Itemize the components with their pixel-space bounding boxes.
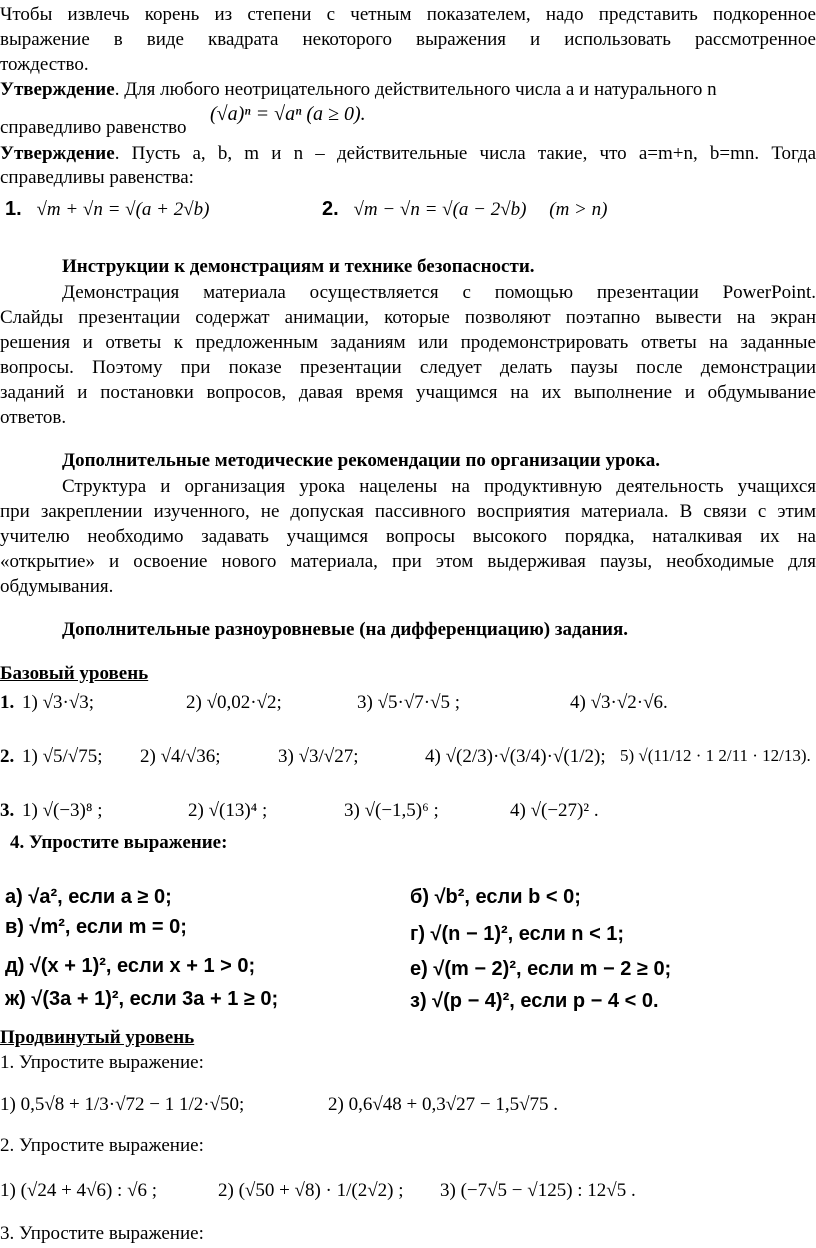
statement-1-text-2: справедливо равенство — [0, 117, 187, 138]
task-4-item-g: г) √(n − 1)², если n < 1; — [410, 923, 625, 945]
task-3-item-4: 4) √(−27)² . — [510, 800, 599, 821]
task-2-item-1: 1) √5/√75; — [22, 746, 103, 767]
task-3-item-2: 2) √(13)⁴ ; — [188, 800, 268, 821]
demo-line-3: решения и ответы к предложенным заданиям или продемонстрировать ответы на заданные — [0, 332, 816, 353]
task-4-item-b: б) √b², если b < 0; — [410, 886, 581, 908]
intro-line-3: тождество. — [0, 54, 89, 75]
heading-tasks: Дополнительные разноуровневые (на дифференциацию) задания. — [62, 619, 629, 640]
heading-instructions: Инструкции к демонстрациям и технике безопасности. — [62, 256, 535, 277]
adv-task-2-title: 2. Упростите выражение: — [0, 1135, 204, 1156]
statement-2 — [0, 142, 816, 166]
method-line-4: «открытие» и освоение нового материала, при этом выдерживая паузы, необходимые для — [0, 551, 816, 572]
task-4-item-e: е) √(m − 2)², если m − 2 ≥ 0; — [410, 958, 672, 980]
task-2-item-3: 3) √3/√27; — [278, 746, 359, 767]
formula-1-expr: √m + √n = √(a + 2√b) — [36, 199, 210, 220]
adv-task-2-item-2: 2) (√50 + √8) · 1/(2√2) ; — [218, 1180, 404, 1201]
intro-line-2: выражение в виде квадрата некоторого выражения и использовать рассмотренное — [0, 29, 816, 50]
task-2-item-2: 2) √4/√36; — [140, 746, 221, 767]
formula-1: 1. √m + √n = √(a + 2√b) — [5, 198, 210, 220]
task-3-item-1: 1) √(−3)⁸ ; — [22, 800, 103, 821]
advanced-level-title: Продвинутый уровень — [0, 1027, 195, 1048]
task-2-item-5: 5) √(11/12 · 1 2/11 · 12/13). — [620, 746, 811, 765]
statement-2-label: Утверждение — [0, 143, 115, 164]
method-line-1: Структура и организация урока нацелены на продуктивную деятельность учащихся — [62, 476, 816, 497]
basic-task-2: 2. — [0, 746, 15, 767]
statement-1-formula: (√a)ⁿ = √aⁿ (a ≥ 0). — [210, 103, 366, 125]
statement-2-line-2: справедливы равенства: — [0, 167, 194, 188]
adv-task-2-item-3: 3) (−7√5 − √125) : 12√5 . — [440, 1180, 636, 1201]
statement-1-text: . Для любого неотрицательного действительного числа а и натурального n — [114, 79, 717, 100]
task-4-item-d: д) √(x + 1)², если x + 1 > 0; — [5, 955, 256, 977]
adv-task-2-item-1: 1) (√24 + 4√6) : √6 ; — [0, 1180, 158, 1201]
basic-task-1: 1. — [0, 692, 15, 713]
intro-line-1: Чтобы извлечь корень из степени с четным показателем, надо представить подкоренное — [0, 4, 816, 25]
statement-1-label: Утверждение — [0, 79, 115, 100]
task-4-item-a: а) √a², если a ≥ 0; — [5, 886, 172, 908]
statement-2-text: . Пусть a, b, m и n – действительные числа такие, что a=m+n, b=mn. Тогда — [114, 143, 816, 164]
demo-line-6: ответов. — [0, 407, 67, 428]
method-line-5: обдумывания. — [0, 576, 114, 597]
basic-task-4-title: 4. Упростите выражение: — [10, 832, 228, 853]
formula-2-condition: (m > n) — [549, 199, 608, 220]
task-4-item-zh: ж) √(3a + 1)², если 3a + 1 ≥ 0; — [5, 988, 279, 1010]
task-3-item-3: 3) √(−1,5)⁶ ; — [344, 800, 439, 821]
formula-2: 2. √m − √n = √(a − 2√b) (m > n) — [322, 198, 608, 220]
task-1-item-2: 2) √0,02·√2; — [186, 692, 282, 713]
basic-task-3: 3. — [0, 800, 15, 821]
adv-task-3-title: 3. Упростите выражение: — [0, 1223, 204, 1244]
demo-line-5: заданий и постановки вопросов, давая время учащимся на их выполнение и обдумывание — [0, 382, 816, 403]
task-1-item-3: 3) √5·√7·√5 ; — [357, 692, 461, 713]
task-1-item-1: 1) √3·√3; — [22, 692, 95, 713]
formula-2-expr: √m − √n = √(a − 2√b) — [353, 199, 527, 220]
demo-line-1: Демонстрация материала осуществляется с помощью презентации PowerPoint. — [62, 282, 816, 303]
heading-method: Дополнительные методические рекомендации по организации урока. — [62, 450, 660, 471]
task-2-item-4: 4) √(2/3)·√(3/4)·√(1/2); — [425, 746, 606, 767]
statement-1 — [0, 78, 816, 102]
task-1-item-4: 4) √3·√2·√6. — [570, 692, 668, 713]
demo-line-2: Слайды презентации содержат анимации, которые позволяют поэтапно вывести на экран — [0, 307, 816, 328]
method-line-2: при закреплении изученного, не допуская пассивного восприятия материала. В связи с этим — [0, 501, 816, 522]
adv-task-1-title: 1. Упростите выражение: — [0, 1052, 204, 1073]
statement-1-line-2 — [0, 103, 816, 140]
task-4-item-z: з) √(p − 4)², если p − 4 < 0. — [410, 990, 659, 1012]
adv-task-1-item-2: 2) 0,6√48 + 0,3√27 − 1,5√75 . — [328, 1094, 559, 1115]
basic-level-title: Базовый уровень — [0, 663, 149, 684]
method-line-3: учителю необходимо задавать учащимся вопросы высокого порядка, наталкивая их на — [0, 526, 816, 547]
task-4-item-v: в) √m², если m = 0; — [5, 916, 187, 938]
demo-line-4: вопросы. Поэтому при показе презентации следует делать паузы после демонстрации — [0, 357, 816, 378]
adv-task-1-item-1: 1) 0,5√8 + 1/3·√72 − 1 1/2·√50; — [0, 1094, 245, 1115]
